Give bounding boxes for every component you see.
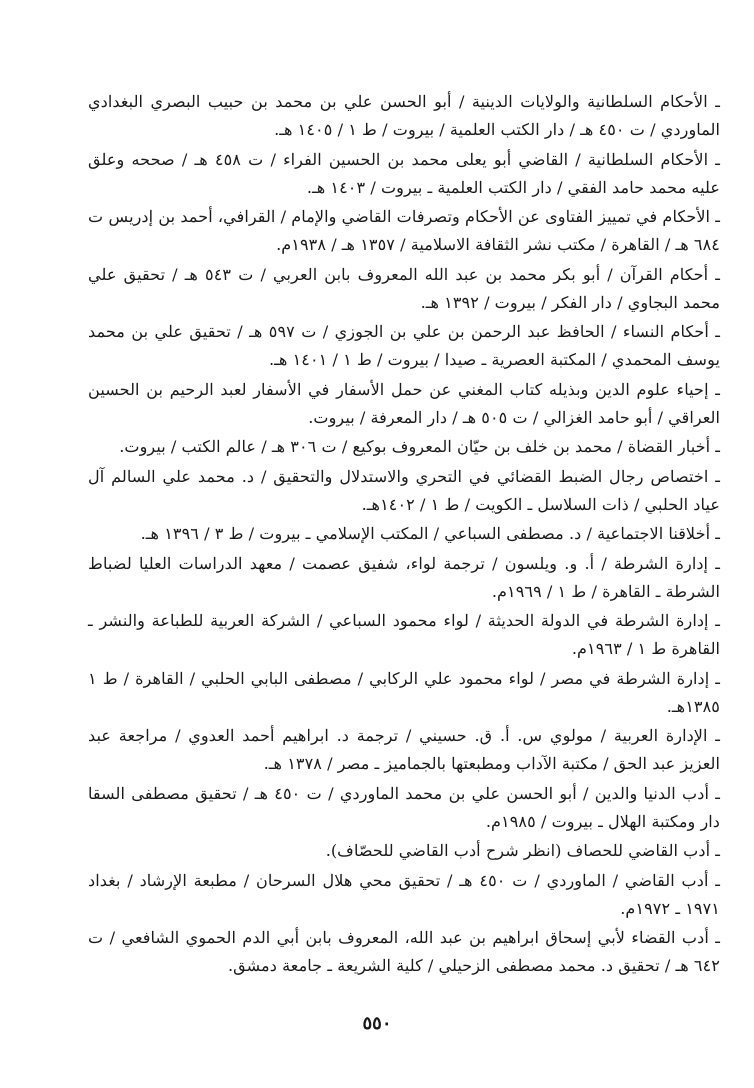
bibliography-entry: ـ الأحكام في تمييز الفتاوى عن الأحكام وتصرفات القاضي والإمام / القرافي، أحمد بن إدريس ت ٦٨٤ هـ / القاهرة / مكتب نشر الثقافة الاسلامية / ١٣٥٧ هـ / ١٩٣٨م. (88, 207, 720, 254)
bibliography-entry: ـ أدب القضاء لأبي إسحاق ابراهيم بن عبد الله، المعروف بابن أبي الدم الحموي الشافعي / ت ٦٤٢ هـ / تحقيق د. محمد مصطفى الزحيلي / كلية الشريعة ـ جامعة دمشق. (88, 928, 720, 975)
page-number: ٥٥٠ (362, 1013, 392, 1034)
bibliography-entry: ـ إدارة الشرطة في الدولة الحديثة / لواء محمود السباعي / الشركة العربية للطباعة والنشر ـ القاهرة ط ١ / ١٩٦٣م. (88, 611, 720, 658)
bibliography-entry: ـ أدب الدنيا والدين / أبو الحسن علي بن محمد الماوردي / ت ٤٥٠ هـ / تحقيق مصطفى السقا دار ومكتبة الهلال ـ بيروت / ١٩٨٥م. (88, 783, 720, 831)
bibliography-entry: ـ اختصاص رجال الضبط القضائي في التحري والاستدلال والتحقيق / د. محمد علي السالم آل عياد الحلبي / ذات السلاسل ـ الكويت / ط ١ / ١٤٠٢هـ. (88, 466, 720, 514)
bibliography-page (88, 88, 720, 982)
bibliography-entry: ـ أحكام القرآن / أبو بكر محمد بن عبد الله المعروف بابن العربي / ت ٥٤٣ هـ / تحقيق علي محمد البجاوي / دار الفكر / بيروت / ١٣٩٢ هـ. (88, 264, 720, 312)
bibliography-entry: ـ إدارة الشرطة في مصر / لواء محمود علي الركابي / مصطفى البابي الحلبي / القاهرة / ط ١ ١٣٨٥هـ. (88, 668, 720, 716)
bibliography-entry: ـ أخلاقنا الاجتماعية / د. مصطفى السباعي / المكتب الإسلامي ـ بيروت / ط ٣ / ١٣٩٦ هـ. (140, 524, 720, 543)
bibliography-entry: ـ أدب القاضي / الماوردي / ت ٤٥٠ هـ / تحقيق محي هلال السرحان / مطبعة الإرشاد / بغداد ١٩٧١ ـ ١٩٧٢م. (88, 870, 720, 918)
bibliography-entry: ـ إدارة الشرطة / أ. و. ويلسون / ترجمة لواء، شفيق عصمت / معهد الدراسات العليا لضباط الشرطة ـ القاهرة / ط ١ / ١٩٦٩م. (88, 553, 720, 601)
bibliography-entry: ـ أخبار القضاة / محمد بن خلف بن حيّان المعروف بوكيع / ت ٣٠٦ هـ / عالم الكتب / بيروت. (119, 437, 720, 456)
bibliography-entry: ـ أحكام النساء / الحافظ عبد الرحمن بن علي بن الجوزي / ت ٥٩٧ هـ / تحقيق علي بن محمد يوسف المحمدي / المكتبة العصرية ـ صيدا / بيروت / ط ١ / ١٤٠١ هـ. (88, 322, 721, 369)
bibliography-entry: ـ إحياء علوم الدين وبذيله كتاب المغني عن حمل الأسفار في الأسفار لعبد الرحيم بن الحسين العراقي / أبو حامد الغزالي / ت ٥٠٥ هـ / دار المعرفة / بيروت. (88, 379, 720, 427)
bibliography-entry: ـ أدب القاضي للحصاف (انظر شرح أدب القاضي للحصّاف). (325, 841, 720, 860)
bibliography-entry: ـ الأحكام السلطانية / القاضي أبو يعلى محمد بن الحسين الفراء / ت ٤٥٨ هـ / صححه وعلق عليه محمد حامد الفقي / دار الكتب العلمية ـ بيروت / ١٤٠٣ هـ. (88, 149, 720, 197)
bibliography-entry: ـ الأحكام السلطانية والولايات الدينية / أبو الحسن علي بن محمد بن حبيب البصري البغدادي الماوردي / ت ٤٥٠ هـ / دار الكتب العلمية / بيروت / ط ١ / ١٤٠٥ هـ. (88, 92, 720, 139)
bibliography-entry: ـ الإدارة العربية / مولوي س. أ. ق. حسيني / ترجمة د. ابراهيم أحمد العدوي / مراجعة عبد العزيز عبد الحق / مكتبة الآداب ومطبعتها بالجماميز ـ مصر / ١٣٧٨ هـ. (88, 726, 720, 773)
